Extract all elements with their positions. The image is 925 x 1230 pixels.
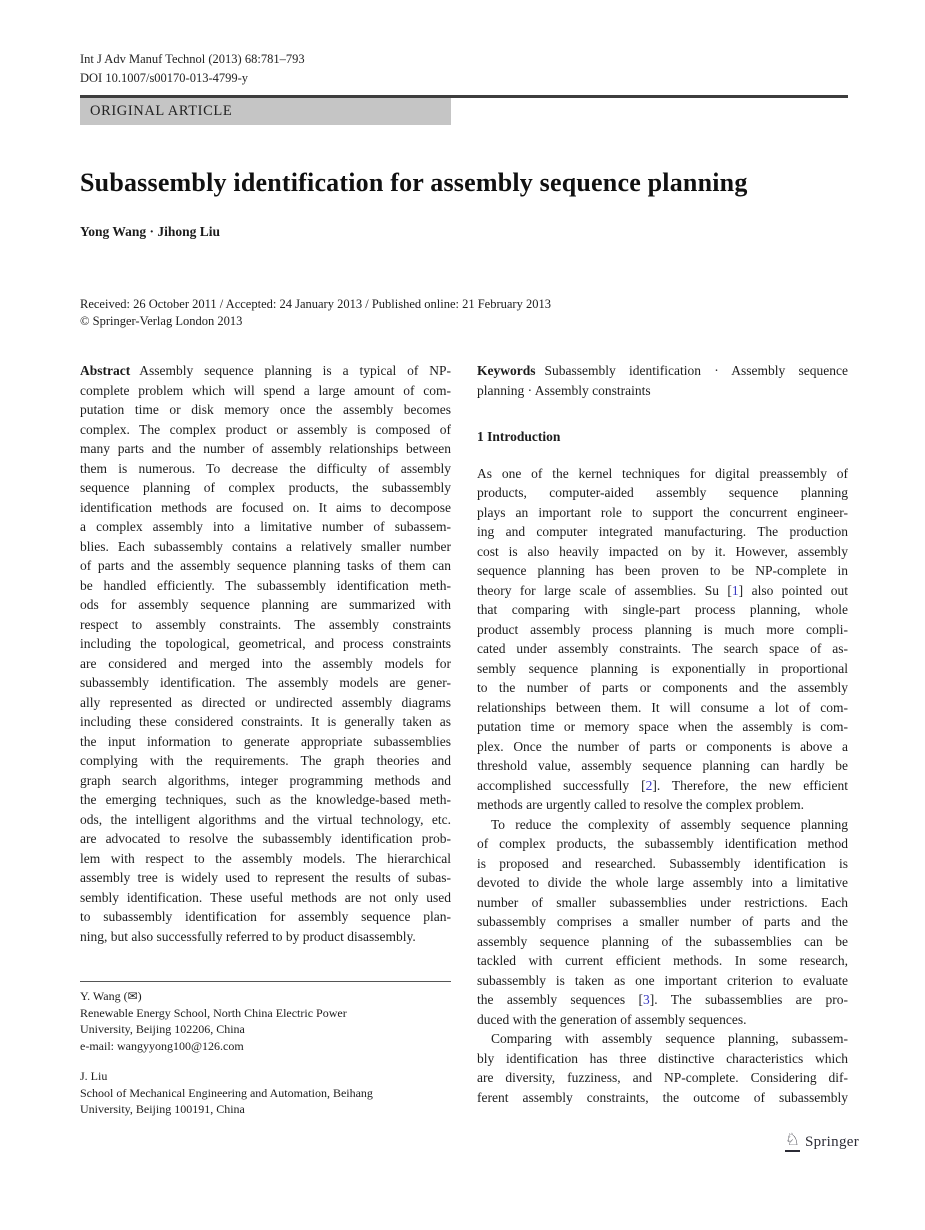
text-line: University, Beijing 102206, China — [80, 1022, 245, 1036]
text-line: threshold value, assembly sequence planning can hardly be — [477, 758, 848, 773]
text-line: blies. Each subassembly contains a relatively smaller number — [80, 538, 451, 554]
text-line: many parts and the number of assembly relationships between — [80, 441, 451, 456]
text-line: putation time or disk memory once the assembly becomes — [80, 402, 451, 417]
text-line: To reduce the complexity of assembly sequence planning — [491, 816, 848, 832]
author-names: Yong Wang · Jihong Liu — [80, 224, 221, 239]
text-line: be handled efficiently. The subassembly identification meth- — [80, 577, 451, 593]
text-line: of complex products, the subassembly identification method — [477, 836, 848, 851]
text-line: product assembly process planning is much more compli- — [477, 621, 848, 637]
text-line: tackled with current efficient methods. In some research, — [477, 953, 848, 968]
text-line: lem with respect to the assembly models. The hierarchical — [80, 850, 451, 866]
footnote-rule — [80, 981, 451, 982]
text-line: duced with the generation of assembly sequences. — [477, 1011, 747, 1027]
text-line: e-mail: wangyyong100@126.com — [80, 1038, 244, 1053]
text-line: theory for large scale of assemblies. Su [1] also pointed out — [477, 582, 848, 598]
right-column — [477, 361, 848, 1118]
text-line: As one of the kernel techniques for digital preassembly of — [477, 465, 848, 481]
publisher-name: Springer — [804, 1133, 859, 1150]
text-line: assembly sequence planning of the subassemblies can be — [477, 933, 848, 949]
text-line: complex. The complex product or assembly is composed of — [80, 421, 451, 437]
text-line: plex. Once the number of parts or components is above a — [477, 738, 848, 754]
text-line: subassembly identification. The assembly models are gener- — [80, 675, 451, 690]
left-column — [80, 361, 451, 1118]
text-line: devoted to divide the whole large assembly into a limitative — [477, 875, 848, 890]
article-history: Received: 26 October 2011 / Accepted: 24 January 2013 / Published online: 21 February 2013 — [80, 297, 551, 311]
text-line: are considered and merged into the assembly models for — [80, 655, 451, 671]
text-line: Keywords Subassembly identification · Assembly sequence — [477, 363, 848, 378]
text-line: Y. Wang (✉) — [80, 989, 142, 1003]
text-line: University, Beijing 100191, China — [80, 1102, 245, 1116]
section-heading-introduction: 1 Introduction — [477, 429, 561, 444]
footnote-corresponding-author — [80, 988, 451, 1054]
text-line: relationships between them. It will consume a lot of com- — [477, 699, 848, 715]
text-line: the emerging techniques, such as the knowledge-based meth- — [80, 792, 451, 807]
text-line: ferent assembly constraints, the outcome of subassembly — [477, 1089, 848, 1105]
text-line: to subassembly identification for assembly sequence plan- — [80, 909, 451, 924]
text-line: sembly identification. These useful methods are not only used — [80, 889, 451, 905]
text-line: the input information to generate appropriate subassemblies — [80, 733, 451, 749]
text-line: cost is also heavily impacted on by it. However, assembly — [477, 543, 848, 559]
text-line: Abstract Assembly sequence planning is a typical of NP- — [80, 363, 451, 378]
text-line: them is numerous. To decrease the difficulty of assembly — [80, 460, 451, 476]
text-line: are diversity, fuzziness, and NP-complete. Considering dif- — [477, 1070, 848, 1085]
block-label: Abstract — [80, 363, 131, 378]
text-line: Renewable Energy School, North China Electric Power — [80, 1005, 347, 1020]
text-line: planning · Assembly constraints — [477, 382, 651, 398]
abstract-block — [80, 361, 451, 946]
page-title: Subassembly identification for assembly sequence planning — [80, 168, 748, 197]
text-line: J. Liu — [80, 1069, 108, 1083]
text-line: of parts and the assembly sequence planning tasks of them can — [80, 558, 451, 573]
text-line: including the topological, geometrical, and process constraints — [80, 636, 451, 651]
citation-link[interactable]: 3 — [643, 992, 650, 1007]
text-line: graph search algorithms, integer programming methods and — [80, 772, 451, 788]
text-line: including these considered constraints. It is generally taken as — [80, 714, 451, 729]
text-line: number of smaller subassemblies under restrictions. Each — [477, 894, 848, 910]
introduction-text — [477, 464, 848, 1108]
text-line: is proposed and researched. Subassembly identification is — [477, 855, 848, 871]
text-line: methods are urgently called to resolve the complex problem. — [477, 797, 805, 812]
text-line: subassembly is taken as one important criterion to evaluate — [477, 972, 848, 988]
journal-reference: Int J Adv Manuf Technol (2013) 68:781–793 — [80, 52, 305, 66]
citation-link[interactable]: 1 — [731, 582, 739, 598]
block-label: Keywords — [477, 363, 536, 378]
copyright-line: © Springer-Verlag London 2013 — [80, 314, 243, 328]
text-line: plays an important role to support the concurrent engineer- — [477, 504, 848, 520]
text-line: ally represented as directed or undirected assembly diagrams — [80, 694, 451, 710]
text-line: are advocated to resolve the subassembly identification prob- — [80, 831, 451, 846]
text-line: School of Mechanical Engineering and Automation, Beihang — [80, 1085, 373, 1100]
text-line: ing and computer integrated manufacturing. The production — [477, 524, 848, 539]
springer-logo — [785, 1132, 859, 1152]
two-column-body — [80, 361, 848, 1118]
text-line: sembly sequence planning is exponentially in proportional — [477, 660, 848, 676]
text-line: Comparing with assembly sequence planning, subassem- — [491, 1031, 848, 1046]
text-line: identification methods are focused on. It aims to decompose — [80, 499, 451, 515]
text-line: ning, but also successfully referred to by product disassembly. — [80, 928, 416, 944]
doi: DOI 10.1007/s00170-013-4799-y — [80, 71, 249, 85]
text-line: complete problem which will spend a large amount of com- — [80, 382, 451, 398]
text-line: accomplished successfully [2]. Therefore, the new efficient — [477, 777, 848, 793]
text-line: bly identification has three distinctive characteristics which — [477, 1050, 848, 1066]
text-line: the assembly sequences [3]. The subassemblies are pro- — [477, 992, 848, 1007]
text-line: a complex assembly into a limitative number of subassem- — [80, 519, 451, 534]
article-type-banner: ORIGINAL ARTICLE — [80, 98, 451, 125]
text-line: sequence planning of complex products, the subassembly — [80, 480, 451, 495]
text-line: products, computer-aided assembly sequence planning — [477, 485, 848, 500]
text-line: respect to assembly constraints. The assembly constraints — [80, 616, 451, 632]
text-line: ods, the intelligent algorithms and the virtual technology, etc. — [80, 811, 451, 827]
text-line: sequence planning has been proven to be NP-complete in — [477, 563, 848, 578]
text-line: putation time or memory space when the assembly is com- — [477, 719, 848, 734]
text-line: to the number of parts or components and the assembly — [477, 680, 848, 695]
text-line: ods for assembly sequence planning are summarized with — [80, 597, 451, 612]
citation-link[interactable]: 2 — [645, 777, 653, 793]
text-line: complying with the requirements. The graph theories and — [80, 753, 451, 768]
text-line: that comparing with single-part process planning, whole — [477, 602, 848, 617]
text-line: cated under assembly constraints. The search space of as- — [477, 641, 848, 656]
springer-knight-icon: ♘ — [784, 1130, 800, 1150]
text-line: subassembly comprises a smaller number of parts and the — [477, 914, 848, 929]
footnote-coauthor — [80, 1068, 451, 1118]
keywords-block — [477, 361, 848, 400]
text-line: assembly tree is widely used to represent the results of subas- — [80, 870, 451, 885]
